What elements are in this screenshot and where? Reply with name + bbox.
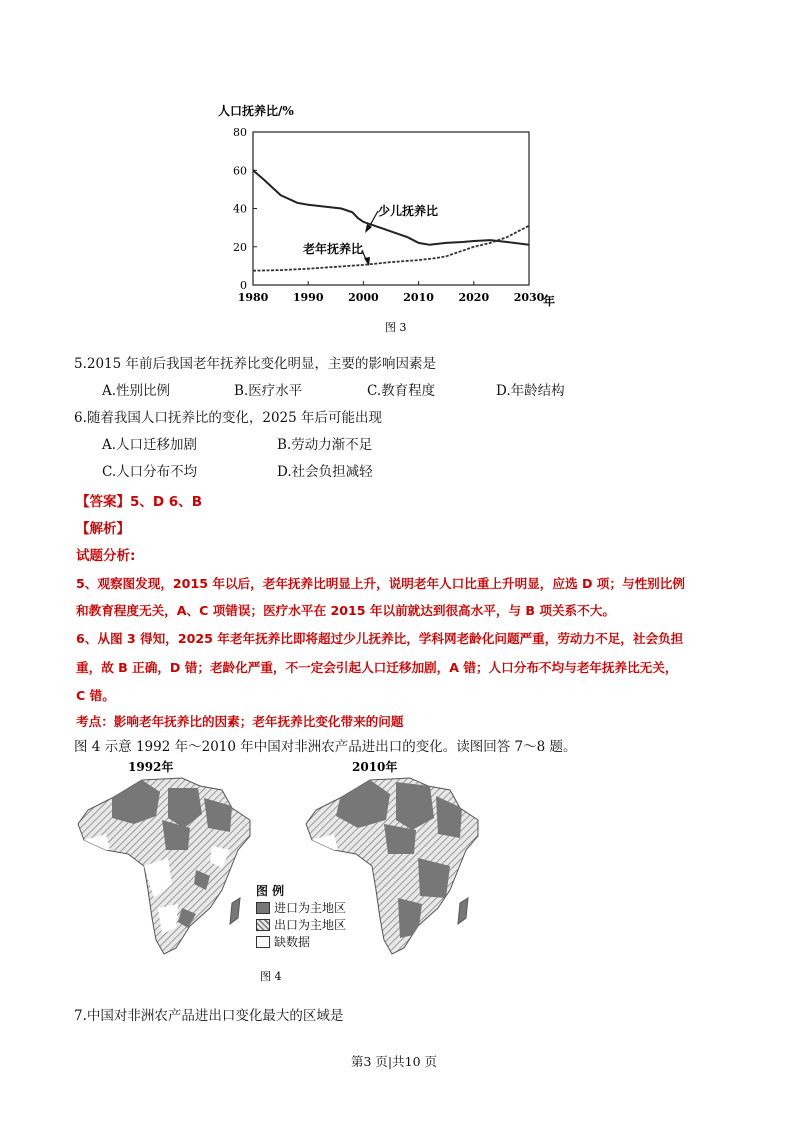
import-region bbox=[398, 898, 422, 938]
figure-4-intro: 图 4 示意 1992 年～2010 年中国对非洲农产品进出口的变化。读图回答 7～8 题。 bbox=[74, 739, 577, 755]
question-5-option-c: C.教育程度 bbox=[367, 383, 436, 399]
x-tick-label: 1990 bbox=[292, 291, 324, 304]
legend-item-nodata: 缺数据 bbox=[256, 933, 346, 950]
x-tick-label: 2020 bbox=[458, 291, 490, 304]
map-title-2010: 2010年 bbox=[352, 760, 398, 774]
x-axis-unit: 年 bbox=[543, 294, 556, 308]
analysis-line-1: 5、观察图发现，2015 年以后，老年抚养比明显上升，说明老年人口比重上升明显，应选 D 项；与性别比例 bbox=[76, 576, 685, 591]
figure-4 bbox=[72, 758, 472, 990]
legend-swatch-export bbox=[256, 919, 270, 931]
legend-title: 图 例 bbox=[256, 884, 285, 898]
question-7-stem: 7.中国对非洲农产品进出口变化最大的区域是 bbox=[74, 1008, 344, 1024]
dependency-ratio-chart bbox=[210, 95, 556, 340]
analysis-subtitle: 试题分析: bbox=[76, 548, 136, 564]
question-6-option-a: A.人口迁移加剧 bbox=[102, 437, 198, 453]
madagascar bbox=[230, 898, 240, 924]
x-tick-label: 2010 bbox=[403, 291, 434, 304]
analysis-line-3: 6、从图 3 得知，2025 年老年抚养比即将超过少儿抚养比，学科网老龄化问题严重，劳动力不足，社会负担 bbox=[76, 631, 684, 646]
figure-4-caption: 图 4 bbox=[260, 970, 282, 983]
analysis-line-4: 重，故 B 正确，D 错；老龄化严重，不一定会引起人口迁移加剧，A 错；人口分布不均与老年抚养比无关， bbox=[76, 660, 678, 675]
kaodian-line: 考点：影响老年抚养比的因素；老年抚养比变化带来的问题 bbox=[76, 714, 404, 729]
question-5-option-d: D.年龄结构 bbox=[496, 383, 565, 399]
legend-item-import: 进口为主地区 bbox=[256, 899, 346, 916]
question-6-option-d: D.社会负担减轻 bbox=[277, 464, 373, 480]
map-legend bbox=[256, 882, 346, 950]
map-1992 bbox=[78, 778, 250, 954]
label-elder-ratio: 老年抚养比 bbox=[303, 242, 364, 256]
label-child-ratio: 少儿抚养比 bbox=[378, 204, 439, 218]
figure-3 bbox=[210, 95, 556, 340]
x-tick-label: 2000 bbox=[348, 291, 379, 304]
analysis-line-5: C 错。 bbox=[76, 688, 115, 703]
question-6-stem: 6.随着我国人口抚养比的变化，2025 年后可能出现 bbox=[74, 410, 383, 426]
answer-line: 【答案】5、D 6、B bbox=[76, 494, 202, 510]
legend-swatch-nodata bbox=[256, 936, 270, 948]
analysis-line-2: 和教育程度无关，A、C 项错误；医疗水平在 2015 年以前就达到很高水平，与 B 项关系不大。 bbox=[76, 603, 615, 618]
map-title-1992: 1992年 bbox=[128, 760, 174, 774]
question-6-option-b: B.劳动力渐不足 bbox=[277, 437, 373, 453]
analysis-title: 【解析】 bbox=[76, 521, 130, 537]
legend-item-export: 出口为主地区 bbox=[256, 916, 346, 933]
y-tick-label: 0 bbox=[240, 279, 247, 292]
y-tick-label: 60 bbox=[233, 164, 247, 178]
x-tick-label: 1980 bbox=[237, 291, 269, 304]
y-tick-label: 20 bbox=[233, 240, 247, 254]
y-tick-label: 80 bbox=[233, 126, 247, 139]
question-5-option-a: A.性别比例 bbox=[102, 383, 171, 399]
africa-maps bbox=[72, 758, 472, 990]
madagascar bbox=[458, 898, 468, 924]
y-axis-title: 人口抚养比/% bbox=[218, 104, 294, 118]
y-tick-label: 40 bbox=[233, 202, 247, 216]
legend-swatch-import bbox=[256, 902, 270, 914]
question-5-stem: 5.2015 年前后我国老年抚养比变化明显，主要的影响因素是 bbox=[74, 356, 437, 372]
question-5-option-b: B.医疗水平 bbox=[234, 383, 303, 399]
page-footer: 第3 页|共10 页 bbox=[351, 1054, 438, 1069]
figure-3-caption: 图 3 bbox=[385, 321, 407, 334]
question-6-option-c: C.人口分布不均 bbox=[102, 464, 198, 480]
import-region bbox=[436, 796, 462, 838]
x-tick-label: 2030 bbox=[513, 291, 545, 304]
